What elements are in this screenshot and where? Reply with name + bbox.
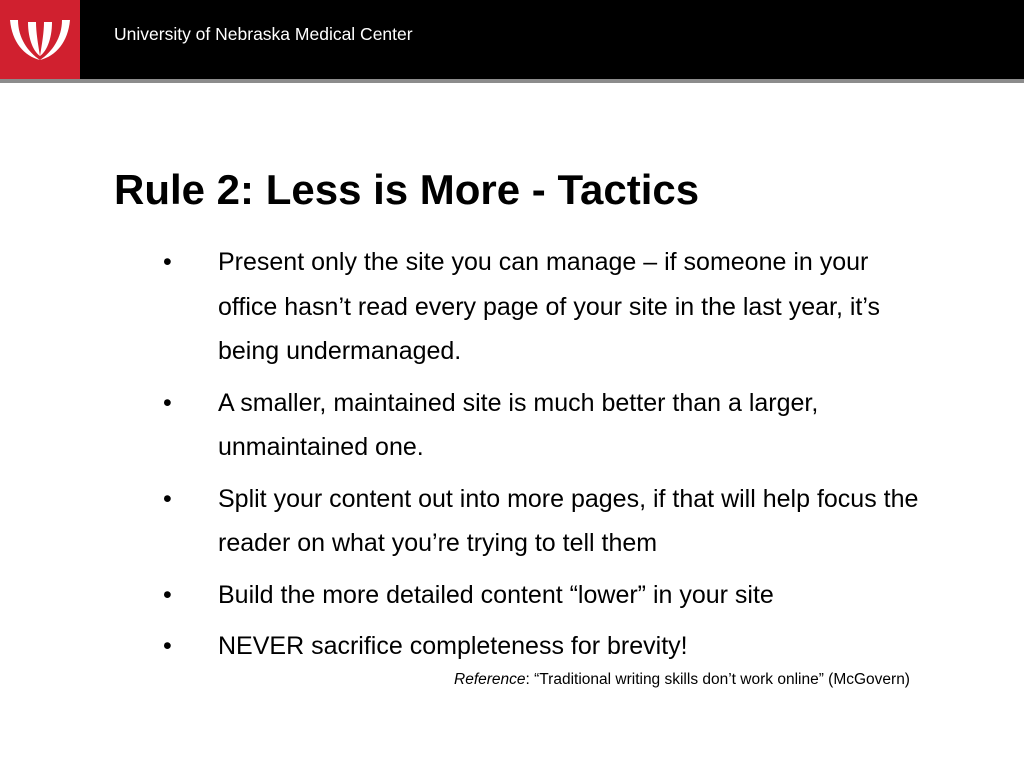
slide-title: Rule 2: Less is More - Tactics <box>114 166 700 213</box>
logo <box>0 0 80 79</box>
bullet-icon: • <box>163 388 172 417</box>
bullet-icon: • <box>163 484 172 513</box>
reference-label: Reference <box>454 671 526 688</box>
bullet-icon: • <box>163 248 172 276</box>
reference-text: : “Traditional writing skills don’t work online” (McGovern) <box>525 671 910 688</box>
org-name: University of Nebraska Medical Center <box>114 24 413 44</box>
bullet-text: Split your content out into more pages, if that will help focus the reader on what you’re trying to tell them <box>218 484 919 557</box>
list-item <box>160 624 920 669</box>
bullet-list <box>160 240 920 676</box>
list-item <box>160 573 920 618</box>
bullet-text: Present only the site you can manage – if someone in your office hasn’t read every page of your site in the last year, it’s being undermanaged. <box>218 248 880 365</box>
reference-note <box>454 671 910 689</box>
unmc-logo-icon <box>6 14 74 66</box>
bullet-icon: • <box>163 632 172 660</box>
header-divider <box>0 79 1024 83</box>
list-item <box>160 381 920 470</box>
list-item <box>160 477 920 566</box>
bullet-text: NEVER sacrifice completeness for brevity! <box>218 632 688 660</box>
list-item <box>160 240 920 374</box>
bullet-text: Build the more detailed content “lower” in your site <box>218 580 774 609</box>
bullet-icon: • <box>163 580 172 609</box>
bullet-text: A smaller, maintained site is much better than a larger, unmaintained one. <box>218 388 819 461</box>
